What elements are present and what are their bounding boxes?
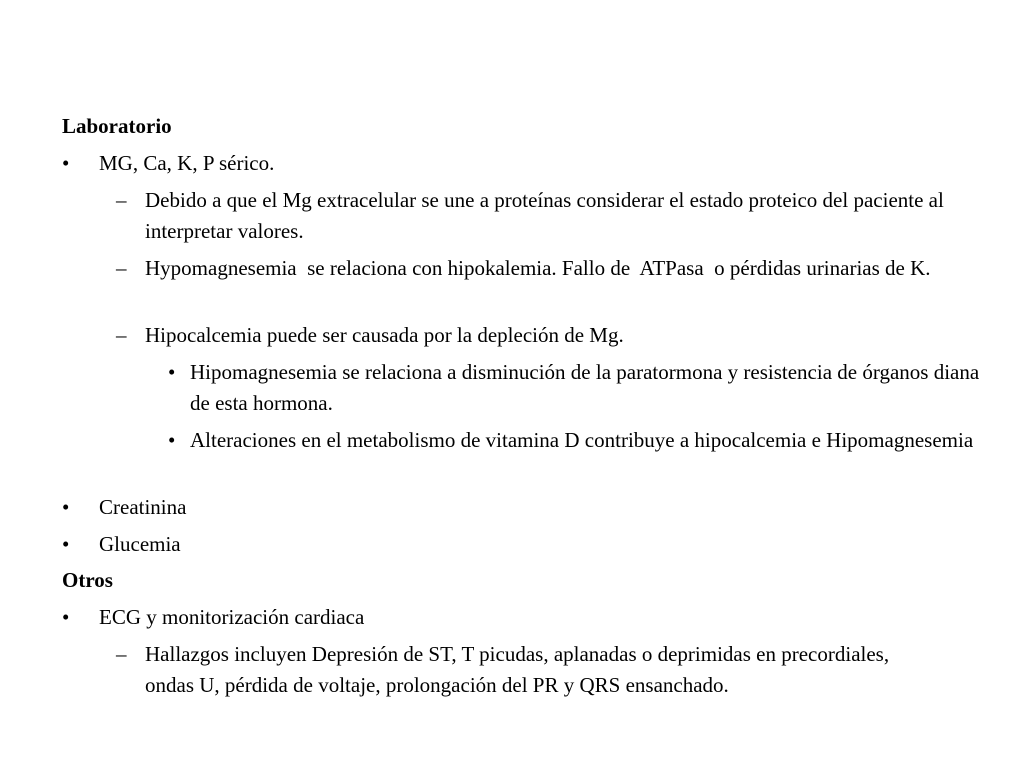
sub-item-hallazgos xyxy=(116,639,926,701)
bullet-item-mg-ca-k-p xyxy=(62,148,962,179)
dash-marker: – xyxy=(116,642,127,666)
bullet-marker: • xyxy=(168,360,176,384)
bullet-text: MG, Ca, K, P sérico. xyxy=(99,151,275,175)
subsub-item-vitamina-d xyxy=(168,425,986,456)
heading-laboratorio: Laboratorio xyxy=(62,114,172,138)
subsub-item-paratormona xyxy=(168,357,986,419)
bullet-text: ECG y monitorización cardiaca xyxy=(99,605,365,629)
bullet-item-creatinina xyxy=(62,492,962,523)
sub-item-text: Hallazgos incluyen Depresión de ST, T picudas, aplanadas o deprimidas en precordiales, ondas U, pérdida de voltaje, prolongación del PR y QRS ensanchado. xyxy=(145,642,890,697)
dash-marker: – xyxy=(116,188,127,212)
sub-item-hipokalemia xyxy=(116,253,978,284)
heading-otros: Otros xyxy=(62,568,113,592)
sub-item-mg-proteinas xyxy=(116,185,978,247)
sub-item-text: Hipocalcemia puede ser causada por la depleción de Mg. xyxy=(145,323,624,347)
bullet-item-glucemia xyxy=(62,529,962,560)
bullet-marker: • xyxy=(168,428,176,452)
bullet-marker: • xyxy=(62,605,70,629)
subsub-item-text: Alteraciones en el metabolismo de vitamina D contribuye a hipocalcemia e Hipomagnesemia xyxy=(190,428,974,452)
sub-item-text: Hypomagnesemia se relaciona con hipokalemia. Fallo de ATPasa o pérdidas urinarias de K. xyxy=(145,256,931,280)
dash-marker: – xyxy=(116,323,127,347)
bullet-text: Glucemia xyxy=(99,532,181,556)
bullet-marker: • xyxy=(62,151,70,175)
bullet-marker: • xyxy=(62,532,70,556)
dash-marker: – xyxy=(116,256,127,280)
bullet-text: Creatinina xyxy=(99,495,187,519)
sub-item-text: Debido a que el Mg extracelular se une a proteínas considerar el estado proteico del paciente al interpretar valores. xyxy=(145,188,944,243)
bullet-item-ecg xyxy=(62,602,962,633)
bullet-marker: • xyxy=(62,495,70,519)
sub-item-hipocalcemia xyxy=(116,320,978,351)
subsub-item-text: Hipomagnesemia se relaciona a disminución de la paratormona y resistencia de órganos diana de esta hormona. xyxy=(190,360,980,415)
